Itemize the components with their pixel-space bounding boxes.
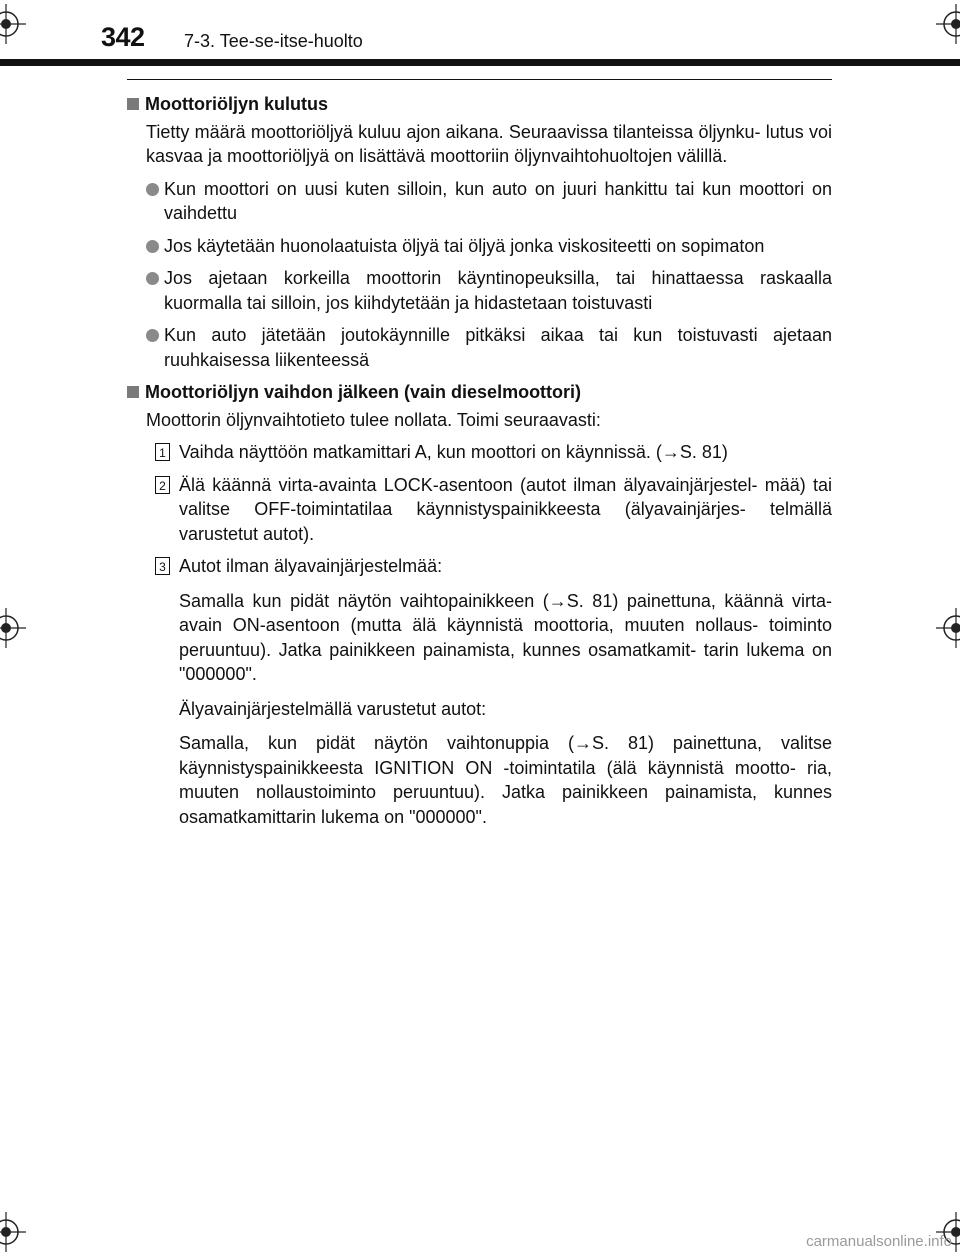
chapter-title: 7-3. Tee-se-itse-huolto [184, 31, 363, 51]
list-item-text: Jos ajetaan korkeilla moottorin käyntinopeuksilla, tai hinattaessa raskaalla kuormalla tai silloin, jos kiihdytetään ja hidastetaan toistuvasti [164, 268, 832, 313]
circle-bullet-icon [146, 183, 159, 196]
watermark: carmanualsonline.info [806, 1233, 952, 1250]
registration-mark-mid-right-icon [936, 608, 960, 648]
step-item [127, 554, 832, 829]
list-item [127, 234, 832, 259]
header-rule [0, 59, 960, 66]
registration-mark-mid-left-icon [0, 608, 26, 648]
list-item-text: Kun auto jätetään joutokäynnille pitkäksi aikaa tai kun toistuvasti ajetaan ruuhkaisessa liikenteessä [164, 325, 832, 370]
step-item [127, 440, 832, 465]
list-item-text: Kun moottori on uusi kuten silloin, kun auto on juuri hankittu tai kun moottori on vaihdettu [164, 178, 832, 223]
step-paragraph: Samalla, kun pidät näytön vaihtonuppia (→S. 81) painettuna, valitse käynnistyspainikkeesta IGNITION ON -toimintatila (älä käynnistä mootto- ria, muuten nollaustoiminto peruuntuu). Jatka painikkeen painamista, kunnes osamatkamittarin lukema on "000000". [179, 733, 832, 827]
content-rule [127, 79, 832, 80]
circle-bullet-icon [146, 329, 159, 342]
step-text: Älä käännä virta-avainta LOCK-asentoon (autot ilman älyavainjärjestel- mää) tai valitse OFF-toimintatilaa käynnistyspainikkeesta (älyavainjärjes- telmällä varustetut autot). [179, 474, 832, 544]
step-number: 2 [155, 476, 170, 494]
square-bullet-icon [127, 98, 139, 110]
section-heading [127, 380, 832, 405]
page-content [127, 92, 832, 829]
step-number: 3 [155, 557, 170, 575]
page-number: 342 [101, 22, 145, 52]
list-item-text: Jos käytetään huonolaatuista öljyä tai öljyä jonka viskositeetti on sopimaton [164, 235, 765, 256]
registration-mark-top-left-icon [0, 4, 26, 44]
circle-bullet-icon [146, 240, 159, 253]
square-bullet-icon [127, 386, 139, 398]
list-item [127, 266, 832, 315]
step-paragraph: Samalla kun pidät näytön vaihtopainikkeen (→S. 81) painettuna, käännä virta-avain ON-asentoon (mutta älä käynnistä moottoria, muuten nollaus- toiminto peruuntuu). Jatka painikkeen painamista, kunnes osamatkamit- tarin lukema on "000000". [179, 590, 832, 684]
section-heading-text: Moottoriöljyn kulutus [145, 94, 328, 114]
step-number: 1 [155, 443, 170, 461]
step-subtitle: Autot ilman älyavainjärjestelmää: [179, 556, 443, 576]
section-heading [127, 92, 832, 117]
step-body [179, 554, 832, 829]
section-intro: Tietty määrä moottoriöljyä kuluu ajon aikana. Seuraavissa tilanteissa öljynku- lutus voi kasvaa ja moottoriöljyä on lisättävä moottoriin öljynvaihtohuoltojen välillä. [146, 121, 832, 166]
section-intro: Moottorin öljynvaihtotieto tulee nollata. Toimi seuraavasti: [146, 409, 601, 430]
step-text: Vaihda näyttöön matkamittari A, kun moottori on käynnissä. (→S. 81) [179, 442, 728, 462]
list-item [127, 323, 832, 372]
circle-bullet-icon [146, 272, 159, 285]
registration-mark-top-right-icon [936, 4, 960, 44]
section-heading-text: Moottoriöljyn vaihdon jälkeen (vain dieselmoottori) [145, 382, 582, 402]
registration-mark-bottom-left-icon [0, 1212, 26, 1252]
step-item [127, 473, 832, 547]
step-subtitle: Älyavainjärjestelmällä varustetut autot: [179, 698, 487, 719]
list-item [127, 177, 832, 226]
